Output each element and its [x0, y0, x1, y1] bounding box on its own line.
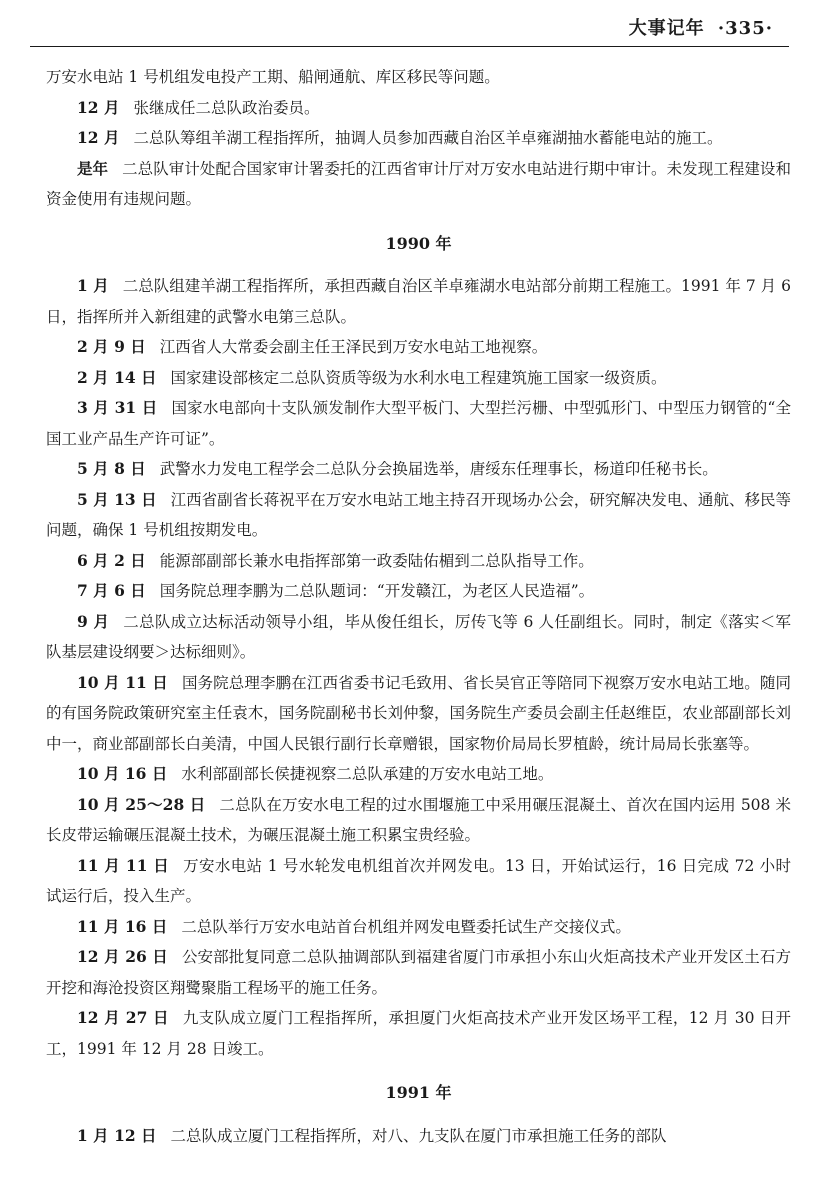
entry-date: 11 月 11 日	[77, 855, 170, 875]
entry-text: 水利部副部长侯捷视察二总队承建的万安水电站工地。	[181, 765, 554, 783]
chronicle-entry	[46, 668, 791, 760]
chronicle-entry	[46, 154, 791, 215]
chronicle-entry	[46, 607, 791, 668]
entry-date: 12 月 26 日	[77, 947, 168, 966]
section-title: 大事记年	[628, 18, 705, 39]
entry-text: 二总队成立达标活动领导小组，毕从俊任组长，厉传飞等 6 人任副组长。同时，制定《落实＜军队基层建设纲要＞达标细则》。	[46, 612, 791, 661]
entry-text: 江西省副省长蒋祝平在万安水电站工地主持召开现场办公会，研究解决发电、通航、移民等问题，确保 1 号机组按期发电。	[46, 490, 791, 539]
entry-text: 公安部批复同意二总队抽调部队到福建省厦门市承担小东山火炬高技术产业开发区土石方开挖和海沧投资区翔鹭聚脂工程场平的施工任务。	[46, 948, 791, 997]
chronicle-entry	[46, 1121, 791, 1152]
continued-paragraph: 万安水电站 1 号机组发电投产工期、船闸通航、库区移民等问题。	[46, 68, 500, 86]
chronicle-entry	[46, 1003, 791, 1064]
chronicle-entry	[46, 546, 791, 577]
entry-date: 2 月 9 日	[77, 337, 146, 356]
entry-text: 江西省人大常委会副主任王泽民到万安水电站工地视察。	[159, 338, 548, 356]
chronicle-entry	[46, 271, 791, 332]
entry-date: 5 月 8 日	[77, 459, 146, 478]
entry-date: 11 月 16 日	[77, 916, 168, 936]
entry-text: 二总队成立厦门工程指挥所，对八、九支队在厦门市承担施工任务的部队	[170, 1126, 667, 1145]
entry-text: 二总队举行万安水电站首台机组并网发电暨委托试生产交接仪式。	[181, 917, 631, 936]
entry-date: 9 月	[77, 611, 110, 631]
entry-date: 5 月 13 日	[77, 489, 157, 509]
entry-date: 2 月 14 日	[77, 367, 157, 387]
chronicle-entry	[46, 851, 791, 912]
entry-date: 12 月	[77, 97, 120, 117]
entry-date: 10 月 25～28 日	[77, 794, 206, 814]
entry-date: 7 月 6 日	[77, 581, 146, 600]
entry-date: 10 月 11 日	[77, 672, 168, 692]
entry-date: 10 月 16 日	[77, 764, 168, 783]
entry-date: 1 月	[77, 276, 109, 295]
chronicle-entry	[46, 576, 791, 607]
entry-text: 国务院总理李鹏为二总队题词：“开发赣江，为老区人民造福”。	[159, 582, 595, 600]
chronicle-entry	[46, 93, 791, 124]
entry-text: 万安水电站 1 号水轮发电机组首次并网发电。13 日，开始试运行，16 日完成 72 小时试运行后，投入生产。	[46, 856, 791, 905]
entry-text: 国务院总理李鹏在江西省委书记毛致用、省长吴官正等陪同下视察万安水电站工地。随同的有国务院政策研究室主任袁木，国务院副秘书长刘仲黎，国务院生产委员会副主任赵维臣，农业部副部长刘中一，商业部副部长白美清，中国人民银行副行长章赠银，国家物价局局长罗植龄，统计局局长张塞等。	[46, 673, 791, 753]
entry-text: 二总队组建羊湖工程指挥所，承担西藏自治区羊卓雍湖水电站部分前期工程施工。1991 年 7 月 6 日，指挥所并入新组建的武警水电第三总队。	[46, 277, 791, 326]
entry-date: 1 月 12 日	[77, 1125, 157, 1145]
chronicle-entry	[46, 485, 791, 546]
chronicle-entry	[46, 759, 791, 790]
chronicle-entry	[46, 332, 791, 363]
chronicle-body	[46, 62, 791, 1151]
entry-text: 国家建设部核定二总队资质等级为水利水电工程建筑施工国家一级资质。	[170, 368, 667, 387]
entry-text: 九支队成立厦门工程指挥所，承担厦门火炬高技术产业开发区场平工程，12 月 30 日开工，1991 年 12 月 28 日竣工。	[46, 1009, 791, 1058]
entry-date: 12 月 27 日	[77, 1008, 169, 1027]
chronicle-entry	[46, 912, 791, 943]
entry-date: 6 月 2 日	[77, 550, 146, 570]
chronicle-entry	[46, 790, 791, 851]
page-number: ·335·	[717, 18, 773, 39]
year-heading-1990: 1990 年	[385, 233, 452, 253]
entry-date: 3 月 31 日	[77, 398, 158, 417]
entry-text: 张继成任二总队政治委员。	[133, 98, 320, 117]
header-rule	[30, 46, 789, 47]
entry-text: 二总队筹组羊湖工程指挥所，抽调人员参加西藏自治区羊卓雍湖抽水蓄能电站的施工。	[133, 129, 723, 147]
entry-text: 二总队审计处配合国家审计署委托的江西省审计厅对万安水电站进行期中审计。未发现工程建设和资金使用有违规问题。	[46, 159, 791, 208]
chronicle-entry	[46, 942, 791, 1003]
chronicle-entry	[46, 393, 791, 454]
year-heading-1991: 1991 年	[385, 1083, 452, 1102]
entry-text: 二总队在万安水电工程的过水围堰施工中采用碾压混凝土、首次在国内运用 508 米长皮带运输碾压混凝土技术，为碾压混凝土施工积累宝贵经验。	[46, 795, 791, 844]
chronicle-entry	[46, 454, 791, 485]
chronicle-entry	[46, 363, 791, 394]
entry-text: 能源部副部长兼水电指挥部第一政委陆佑楣到二总队指导工作。	[159, 551, 594, 570]
entry-text: 武警水力发电工程学会二总队分会换届选举，唐绥东任理事长，杨道印任秘书长。	[159, 460, 718, 478]
running-head	[629, 14, 779, 40]
entry-text: 国家水电部向十支队颁发制作大型平板门、大型拦污栅、中型弧形门、中型压力钢管的“全国工业产品生产许可证”。	[46, 399, 792, 448]
chronicle-entry	[46, 123, 791, 154]
entry-date: 12 月	[77, 128, 120, 147]
entry-date: 是年	[77, 158, 109, 178]
